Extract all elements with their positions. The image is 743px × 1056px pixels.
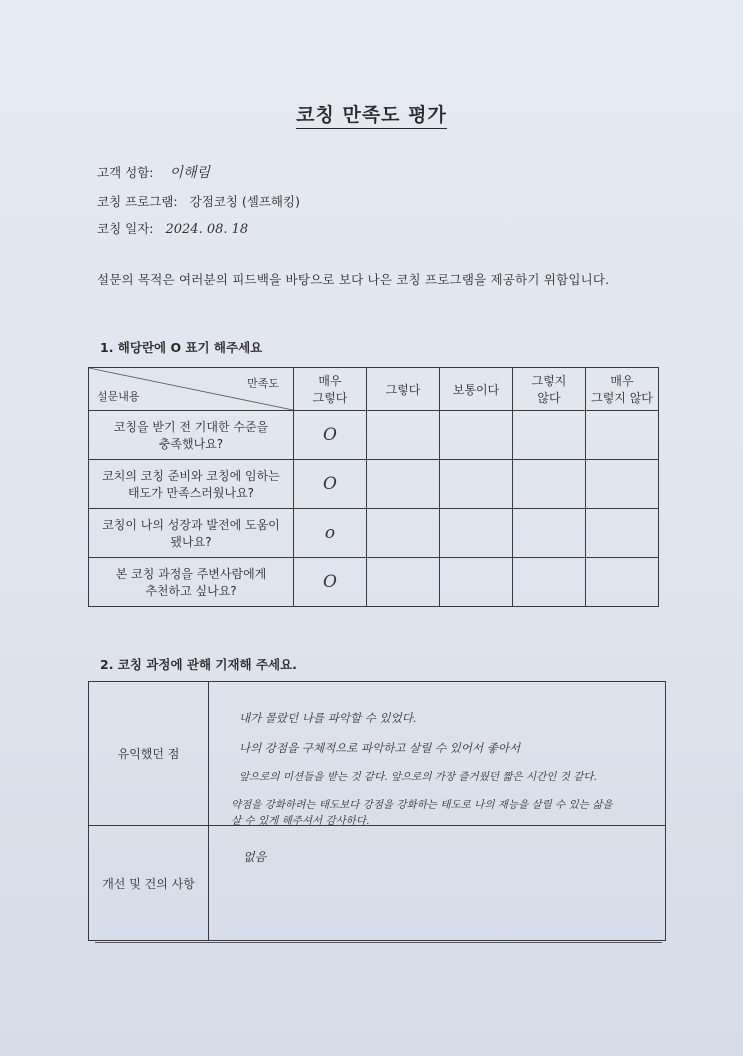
useful-row [89, 682, 666, 826]
mark-cell [294, 558, 367, 607]
question-cell: 코치의 코칭 준비와 코칭에 임하는 태도가 만족스러웠나요? [89, 460, 294, 509]
empty-cell [513, 460, 586, 509]
column-header: 보통이다 [440, 368, 513, 411]
handwritten-text: 없음 [243, 850, 267, 864]
section1-title: 1. 해당란에 O 표기 해주세요 [100, 340, 263, 355]
question-cell: 코칭을 받기 전 기대한 수준을 충족했나요? [89, 411, 294, 460]
empty-cell [440, 460, 513, 509]
empty-cell [586, 509, 659, 558]
table-row [89, 411, 659, 460]
empty-cell [586, 411, 659, 460]
table-header-row [89, 368, 659, 411]
diagonal-header-cell [89, 368, 294, 411]
improve-row [89, 826, 666, 941]
program-value: 강점코칭 (셀프해킹) [189, 194, 300, 209]
circle-mark: O [323, 572, 337, 592]
date-label: 코칭 일자: [97, 221, 154, 236]
empty-cell [367, 460, 440, 509]
useful-content [209, 682, 666, 826]
client-name-label: 고객 성함: [97, 165, 154, 180]
section2-title: 2. 코칭 과정에 관해 기재해 주세요. [100, 657, 297, 672]
header-satisfaction: 만족도 [247, 377, 279, 390]
handwritten-line: 살 수 있게 해주셔서 감사하다. [231, 815, 370, 827]
handwritten-line: 나의 강점을 구체적으로 파악하고 살릴 수 있어서 좋아서 [239, 741, 521, 755]
bottom-divider [95, 942, 662, 943]
program-label: 코칭 프로그램: [97, 194, 178, 209]
empty-cell [513, 509, 586, 558]
handwritten-line: 앞으로의 미션들을 받는 것 같다. 앞으로의 가장 즐거웠던 짧은 시간인 것 같다. [239, 771, 597, 783]
empty-cell [440, 411, 513, 460]
useful-label: 유익했던 점 [89, 682, 209, 826]
table-row [89, 460, 659, 509]
mark-cell [294, 411, 367, 460]
header-question: 설문내용 [97, 390, 140, 403]
empty-cell [440, 509, 513, 558]
column-header: 그렇지 않다 [513, 368, 586, 411]
date-value: 2024. 08. 18 [165, 222, 249, 237]
empty-cell [586, 460, 659, 509]
question-cell: 코칭이 나의 성장과 발전에 도움이 됐나요? [89, 509, 294, 558]
column-header: 그렇다 [367, 368, 440, 411]
empty-cell [367, 558, 440, 607]
client-name-value: 이해림 [169, 165, 211, 181]
page-title: 코칭 만족도 평가 [0, 100, 743, 127]
satisfaction-table [88, 367, 659, 607]
empty-cell [513, 558, 586, 607]
date-row [97, 219, 248, 237]
column-header: 매우 그렇지 않다 [586, 368, 659, 411]
table-row [89, 509, 659, 558]
circle-mark: O [323, 425, 337, 445]
empty-cell [586, 558, 659, 607]
mark-cell [294, 460, 367, 509]
feedback-table [88, 681, 666, 941]
circle-mark: O [323, 474, 337, 494]
program-row [97, 192, 300, 210]
improve-label: 개선 및 건의 사항 [89, 826, 209, 941]
handwritten-line: 내가 몰랐던 나를 파악할 수 있었다. [239, 711, 417, 725]
improve-content [209, 826, 666, 941]
empty-cell [513, 411, 586, 460]
question-cell: 본 코칭 과정을 주변사람에게 추천하고 싶나요? [89, 558, 294, 607]
client-name-row [97, 162, 210, 182]
empty-cell [367, 509, 440, 558]
empty-cell [367, 411, 440, 460]
table-row [89, 558, 659, 607]
empty-cell [440, 558, 513, 607]
handwritten-line: 약점을 강화하려는 태도보다 강점을 강화하는 태도로 나의 재능을 살릴 수 있는 삶을 [231, 799, 613, 811]
column-header: 매우 그렇다 [294, 368, 367, 411]
mark-cell [294, 509, 367, 558]
circle-mark: o [324, 523, 336, 543]
intro-text: 설문의 목적은 여러분의 피드백을 바탕으로 보다 나은 코칭 프로그램을 제공하기 위함입니다. [97, 272, 610, 287]
